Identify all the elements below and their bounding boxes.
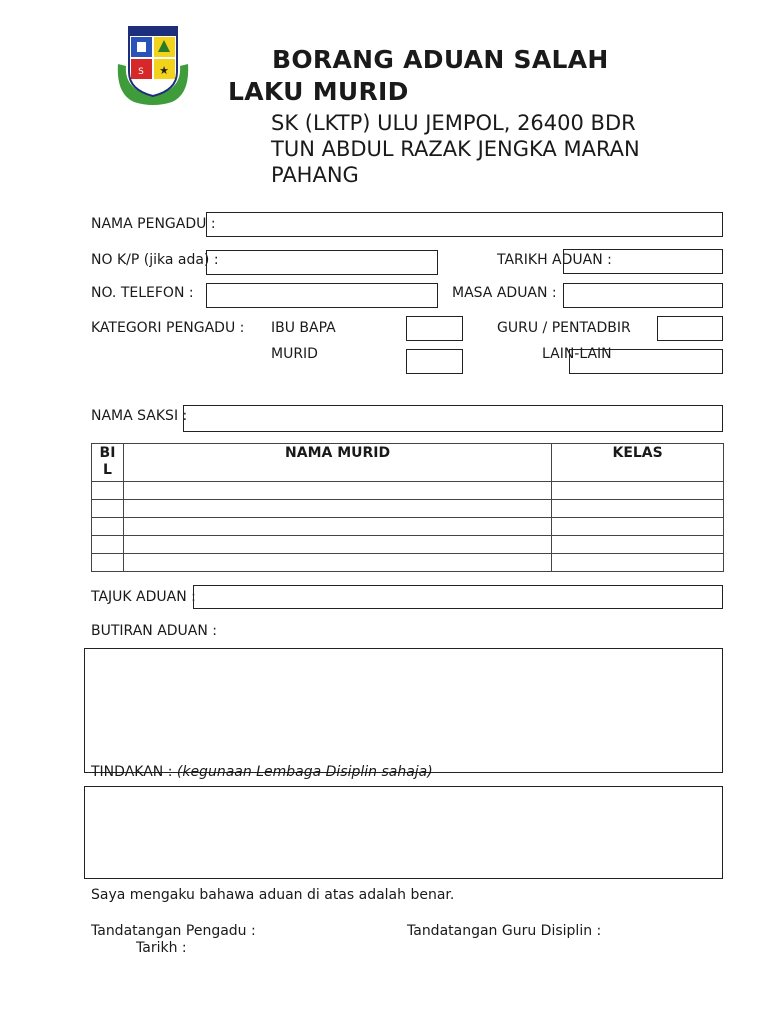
murid-table [91,443,724,572]
tindakan-textarea[interactable] [84,786,723,879]
tindakan-title: TINDAKAN : [91,764,173,780]
murid-label: MURID [271,346,318,362]
nama-murid-cell[interactable] [123,536,551,554]
tarikh-label: Tarikh : [136,940,187,956]
table-header-row [92,444,724,482]
murid-checkbox[interactable] [406,349,463,374]
nama-murid-cell[interactable] [123,554,551,572]
table-row [92,518,724,536]
form-title-line1: BORANG ADUAN SALAH [272,45,609,74]
lain-lain-input[interactable] [569,349,723,374]
table-row [92,482,724,500]
table-row [92,554,724,572]
tarikh-aduan-input[interactable] [563,249,723,274]
no-kp-label: NO K/P (jika ada) : [91,252,219,268]
butiran-aduan-label: BUTIRAN ADUAN : [91,623,218,639]
tajuk-aduan-input[interactable] [193,585,723,609]
tarikh-aduan-label: TARIKH ADUAN : [497,252,612,268]
kelas-cell[interactable] [552,554,724,572]
tindakan-label [91,764,433,780]
bil-cell[interactable] [92,518,124,536]
nama-pengadu-input[interactable] [206,212,723,237]
school-address-line1: SK (LKTP) ULU JEMPOL, 26400 BDR [271,111,636,135]
tajuk-aduan-label: TAJUK ADUAN : [91,589,196,605]
table-row [92,536,724,554]
lain-lain-label: LAIN-LAIN [542,346,612,362]
school-logo [114,24,192,108]
bil-cell[interactable] [92,500,124,518]
bil-cell[interactable] [92,536,124,554]
svg-text:S: S [138,67,144,77]
nama-murid-cell[interactable] [123,500,551,518]
nama-saksi-label: NAMA SAKSI : [91,408,188,424]
kelas-cell[interactable] [552,518,724,536]
nama-murid-header: NAMA MURID [123,444,551,482]
svg-text:★: ★ [159,64,169,77]
no-telefon-input[interactable] [206,283,438,308]
sign-guru-disiplin-label: Tandatangan Guru Disiplin : [407,923,602,939]
table-row [92,500,724,518]
masa-aduan-input[interactable] [563,283,723,308]
declaration-text: Saya mengaku bahawa aduan di atas adalah benar. [91,887,455,903]
butiran-aduan-textarea[interactable] [84,648,723,773]
kelas-header: KELAS [552,444,724,482]
nama-murid-cell[interactable] [123,482,551,500]
kelas-cell[interactable] [552,500,724,518]
bil-cell[interactable] [92,554,124,572]
ibu-bapa-checkbox[interactable] [406,316,463,341]
kategori-pengadu-label: KATEGORI PENGADU : [91,320,245,336]
nama-pengadu-label: NAMA PENGADU : [91,216,216,232]
nama-saksi-input[interactable] [183,405,723,432]
kelas-cell[interactable] [552,536,724,554]
tindakan-note: (kegunaan Lembaga Disiplin sahaja) [176,764,433,780]
kelas-cell[interactable] [552,482,724,500]
masa-aduan-label: MASA ADUAN : [452,285,557,301]
ibu-bapa-label: IBU BAPA [271,320,336,336]
bil-header: BIL [92,444,124,482]
sign-pengadu-label: Tandatangan Pengadu : [91,923,256,939]
guru-pentadbir-checkbox[interactable] [657,316,723,341]
form-title-line2: LAKU MURID [228,77,409,106]
guru-pentadbir-label: GURU / PENTADBIR [497,320,631,336]
nama-murid-cell[interactable] [123,518,551,536]
no-kp-input[interactable] [206,250,438,275]
bil-cell[interactable] [92,482,124,500]
school-address-line3: PAHANG [271,163,359,187]
school-address-line2: TUN ABDUL RAZAK JENGKA MARAN [271,137,640,161]
no-telefon-label: NO. TELEFON : [91,285,194,301]
